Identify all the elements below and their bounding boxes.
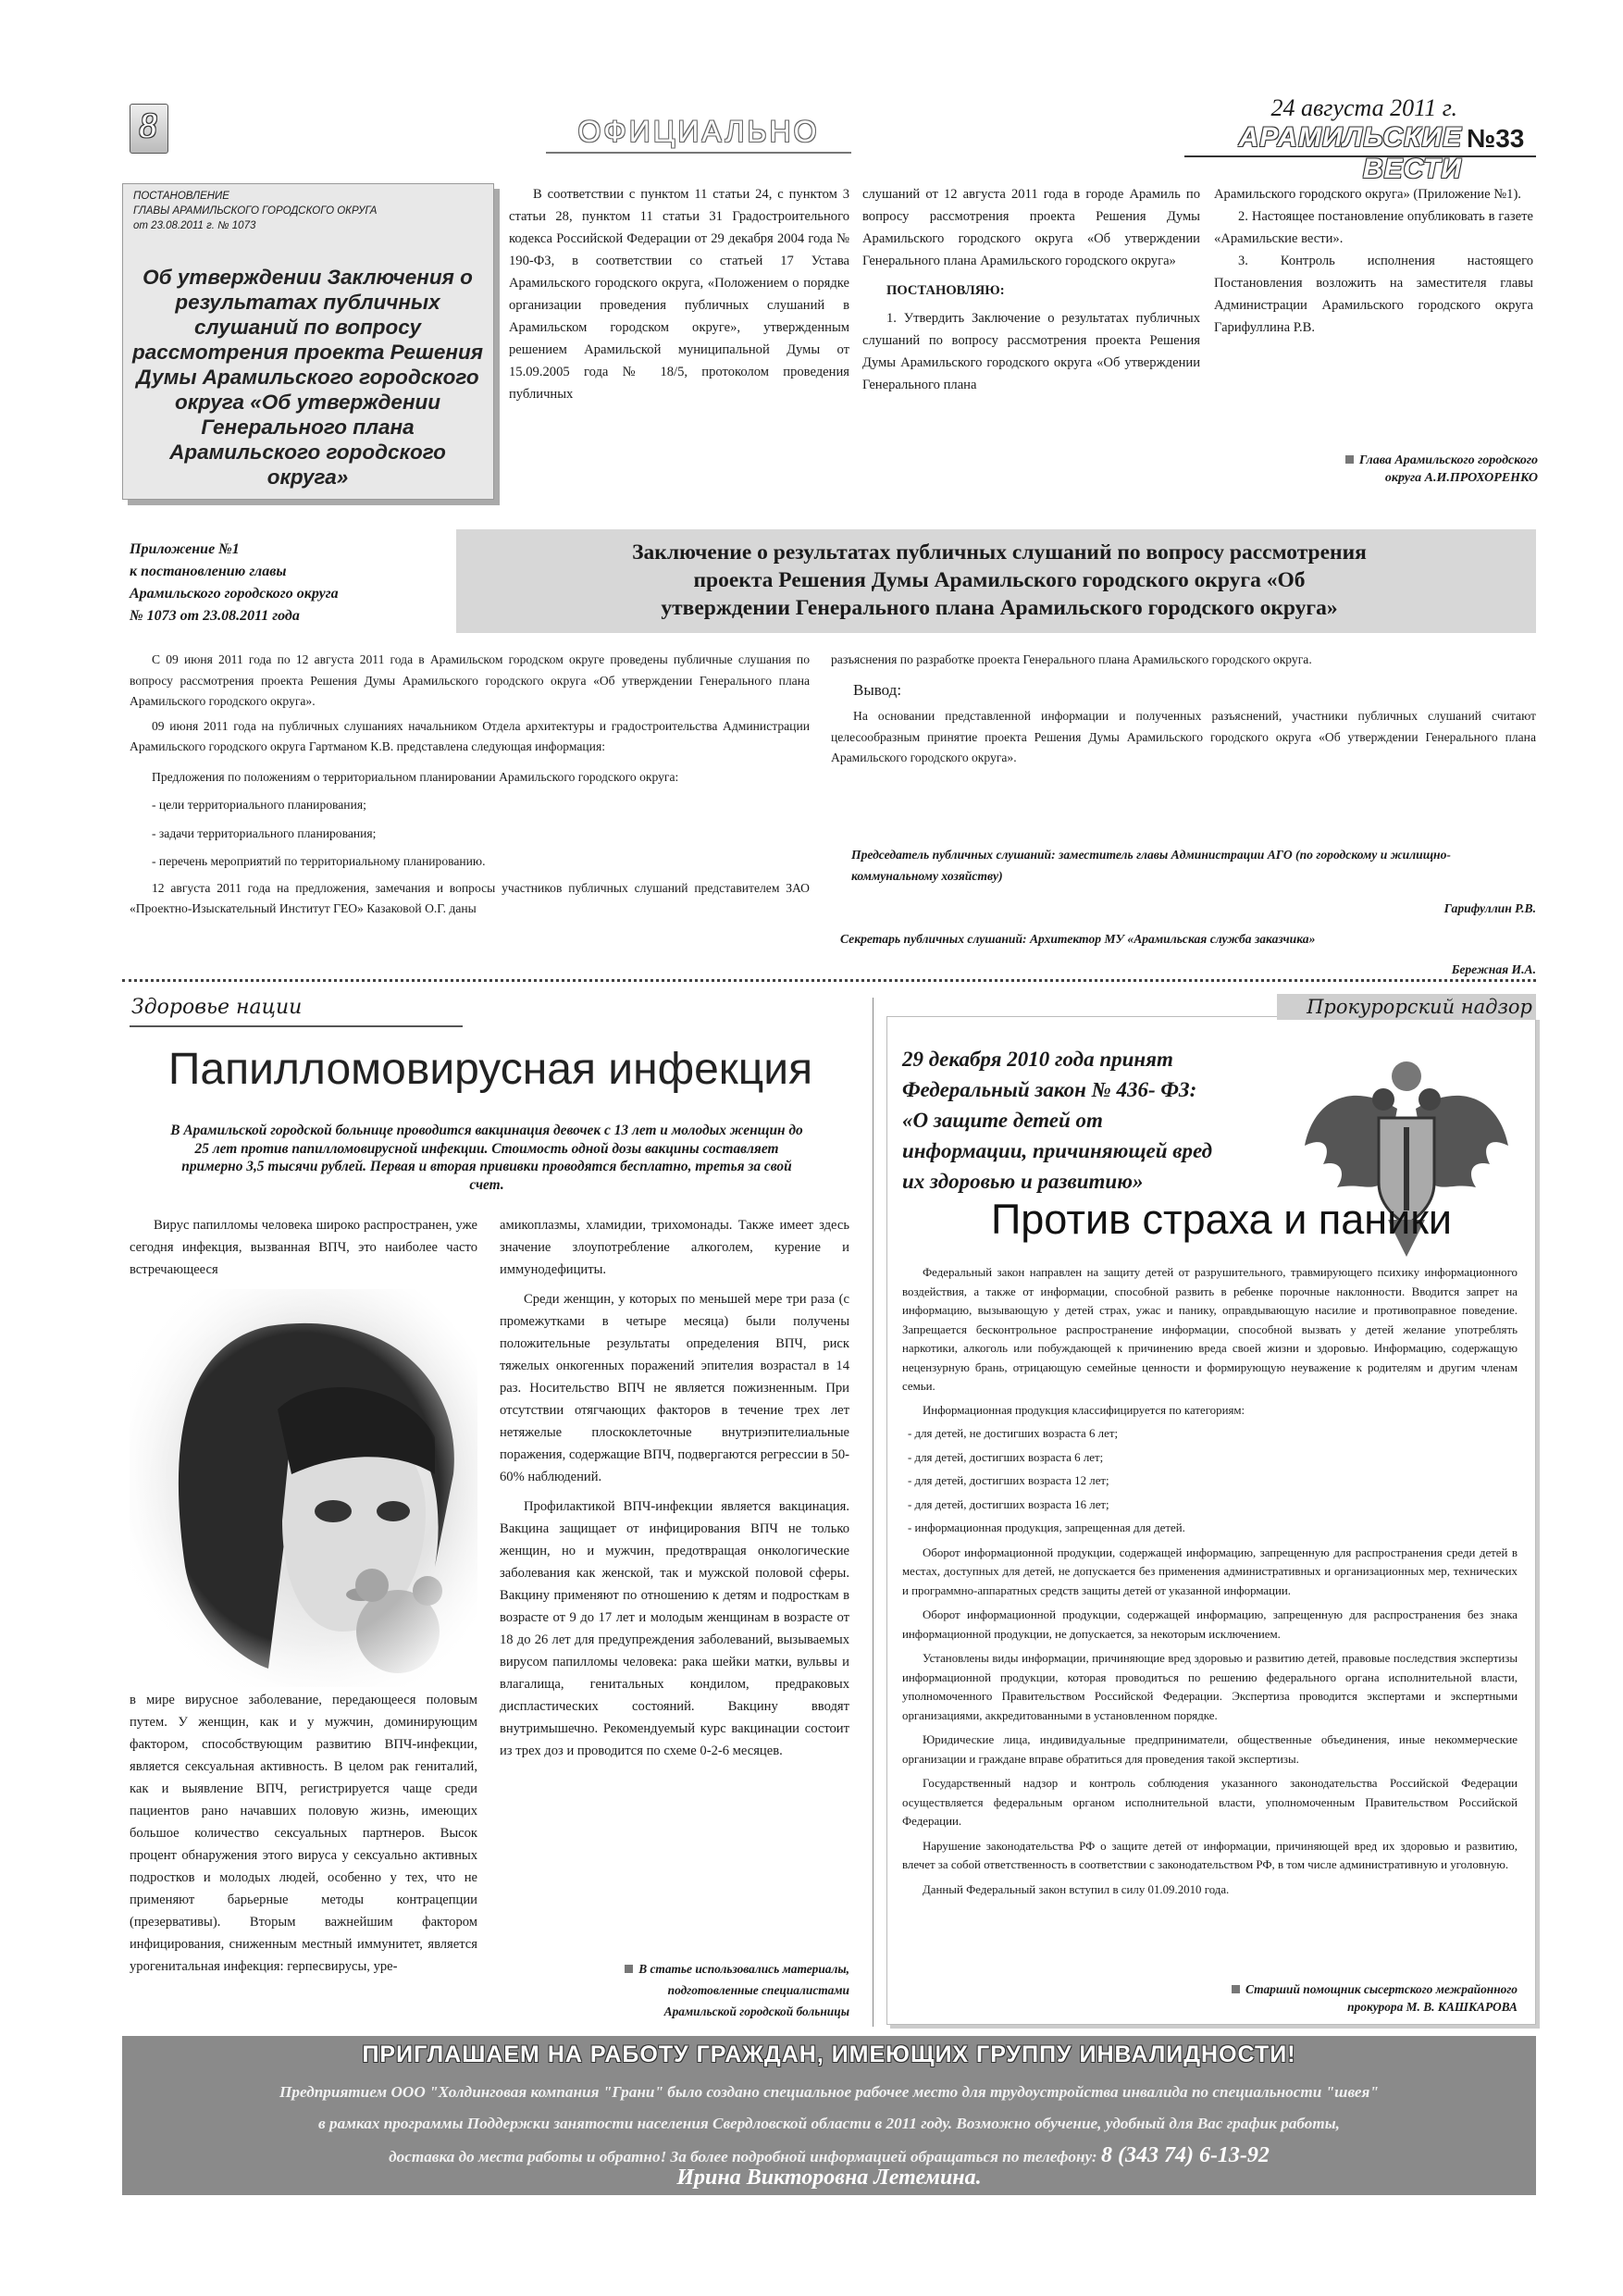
- appendix-text: 12 августа 2011 года на предложения, замечания и вопросы участников публичных слушаний представителем ЗАО «Проектно-Изыскательный Институт ГЕО» Казаковой О.Г. даны: [130, 880, 810, 915]
- appendix-list-item: - задачи территориального планирования;: [152, 825, 377, 840]
- law-text: Юридические лица, индивидуальные предприниматели, общественные объединения, иные некоммерческие организации и граждане вправе обратиться для проведения такой экспертизы.: [902, 1733, 1518, 1766]
- crown-shape: [1392, 1061, 1421, 1091]
- health-title: Папилломовирусная инфекция: [167, 1045, 813, 1094]
- job-ad-line: Предприятием ООО "Холдинговая компания "Грани" было создано специальное рабочее место для трудоустройства инвалида по специальности "швея": [279, 2083, 1379, 2101]
- law-text: Оборот информационной продукции, содержащей информацию, запрещенную для распространения среди детей в местах, доступных для детей, не допускается без применения административных и организационных мер, технических и программно-аппаратных средств защиты детей от указанной информации.: [902, 1545, 1518, 1597]
- prosecutor-signature: [944, 1980, 1518, 2016]
- law-category: - для детей, достигших возраста 6 лет;: [908, 1450, 1104, 1464]
- decree-text: 2. Настоящее постановление опубликовать в газете «Арамильские вести».: [1214, 209, 1533, 246]
- secretary-name: Бережная И.А.: [1451, 962, 1536, 976]
- job-ad-contact: Ирина Викторовна Летемина.: [676, 2166, 982, 2190]
- section-underline: [546, 152, 851, 154]
- appendix-label: [130, 539, 453, 627]
- lead-line: информации, причиняющей вред: [902, 1139, 1213, 1162]
- prosecutor-title: Против страха и паники: [990, 1196, 1453, 1243]
- decree-text: Арамильского городского округа» (Приложение №1).: [1214, 187, 1521, 202]
- decree-text: В соответствии с пунктом 11 статьи 24, с пунктом 3 статьи 28, пунктом 11 статьи 31 Градостроительного кодекса Российской Федерации от 29 декабря 2004 года № 190-ФЗ, в соответствии со статьей 17 Устава Арамильского городского округа, «Положением о порядке организации проведения публичных слушаний в Арамильском городском округе», утвержденным решением Арамильской муниципальной Думы от 15.09.2005 года № 18/5, протоколом проведения публичных: [509, 187, 849, 402]
- decree-column-2: [862, 183, 1200, 396]
- law-text: Федеральный закон направлен на защиту детей от разрушительного, травмирующего психику информационного воздействия, а также от информации, способной развить в ребенке порочные наклонности. Вводится запрет на информацию, вызывающую у детей страх, ужас и панику, оправдывающую насилие и противоправное поведение. Запрещается бесконтрольное распространение информации, способной вызвать у детей желание употреблять наркотики, алкоголь или побуждающей к причинению вреда своей жизни и здоровью. Информацию, содержащую нецензурную брань, отрицающую семейные ценности и формирующую неуважение к родителям и другим членам семьи.: [902, 1266, 1518, 1393]
- appendix-title: [463, 539, 1536, 622]
- decree-resolve: ПОСТАНОВЛЯЮ:: [886, 283, 1005, 298]
- appendix-column-1: [130, 650, 810, 920]
- appendix-label-line: Арамильского городского округа: [130, 586, 339, 602]
- header-rule: [1184, 155, 1536, 157]
- decree-title: Об утверждении Заключения о результатах публичных слушаний по вопросу рассмотрения проекта Решения Думы Арамильского городского округа «Об утверждении Генерального плана Арамильского городского округа»: [131, 266, 484, 489]
- health-source: [518, 1958, 849, 2022]
- chair-role: Председатель публичных слушаний: заместитель главы Администрации АГО (по городскому и жилищно-коммунальному хозяйству): [851, 848, 1451, 883]
- health-column-1-bottom: [130, 1689, 477, 1978]
- decree-column-1: [509, 183, 849, 405]
- job-ad-phone[interactable]: 8 (343 74) 6-13-92: [1100, 2143, 1270, 2167]
- article-text: Вирус папилломы человека широко распространен, уже сегодня инфекция, вызванная ВПЧ, это наиболее часто встречающееся: [130, 1218, 477, 1277]
- article-text: в мире вирусное заболевание, передающееся половым путем. У женщин, как и у мужчин, доминирующим фактором, способствующим развитию ВПЧ-инфекции, является сексуальная активность. В целом рак гениталий, как и выявление ВПЧ, регистрируется чаще среди пациентов рано начавших половую жизнь, имеющих большое количество сексуальных партнеров. Высок процент обнаружения этого вируса у сексуально активных подростков и молодых людей, особенно у тех, что не применяют барьерные методы контрацепции (презервативы). Вторым важнейшим фактором инфицирования, сниженным местный иммунитет, является урогенитальная инфекция: герпесвирусы, уре-: [130, 1693, 477, 1974]
- source-line: подготовленные специалистами: [667, 1983, 849, 1997]
- law-category: - для детей, достигших возраста 16 лет;: [908, 1497, 1109, 1511]
- appendix-title-line: утверждении Генерального плана Арамильского городского округа»: [661, 596, 1338, 620]
- appendix-label-line: № 1073 от 23.08.2011 года: [130, 608, 300, 624]
- prosecutor-lead: [902, 1044, 1291, 1197]
- decree-type-line: ПОСТАНОВЛЕНИЕ: [133, 191, 229, 202]
- lead-line: 29 декабря 2010 года принят: [902, 1048, 1173, 1071]
- job-ad-title: ПРИГЛАШАЕМ НА РАБОТУ ГРАЖДАН, ИМЕЮЩИХ ГРУППУ ИНВАЛИДНОСТИ!: [362, 2042, 1296, 2067]
- square-bullet-icon: [1345, 455, 1354, 464]
- appendix-column-2: [831, 650, 1536, 769]
- source-line: Арамильской городской больницы: [663, 2004, 849, 2018]
- issue-number: №33: [1467, 124, 1525, 153]
- signature-line: [1203, 452, 1538, 469]
- decree-text: 3. Контроль исполнения настоящего Постановления возложить на заместителя главы Администрации Арамильского городского округа Гарифуллина Р.В.: [1214, 254, 1533, 335]
- girl-photo: [130, 1289, 477, 1687]
- appendix-label-line: Приложение №1: [130, 541, 240, 557]
- square-bullet-icon: [1232, 1985, 1240, 1993]
- health-rubric-rule: [130, 1025, 463, 1027]
- page-number: 8: [139, 106, 157, 145]
- signature-text: Старший помощник сысертского межрайонного: [1245, 1982, 1518, 1996]
- appendix-text: Предложения по положениям о территориальном планировании Арамильского городского округа:: [152, 769, 679, 784]
- law-text: Оборот информационной продукции, содержащей информацию, запрещенную для распространения без знака информационной продукции, не допускается, за некоторым исключением.: [902, 1608, 1518, 1641]
- square-bullet-icon: [625, 1965, 633, 1973]
- source-text: В статье использовались материалы,: [638, 1962, 849, 1976]
- law-text: Государственный надзор и контроль соблюдения указанного законодательства Российской Федерации осуществляется федеральным органом исполнительной власти, уполномоченным Правительством Российской Федерации.: [902, 1777, 1518, 1828]
- appendix-list-item: - цели территориального планирования;: [152, 798, 366, 812]
- paper-name: АРАМИЛЬСКИЕ ВЕСТИ: [1238, 122, 1462, 184]
- appendix-conclusion-label: Вывод:: [853, 680, 902, 699]
- article-text: амикоплазмы, хламидии, трихомонады. Также имеет здесь значение злоупотребление алкоголем, курение и иммунодефициты.: [500, 1218, 849, 1277]
- decree-type: [133, 189, 485, 233]
- health-column-1-top: [130, 1214, 477, 1281]
- section-title: ОФИЦИАЛЬНО: [577, 115, 820, 148]
- appendix-label-line: к постановлению главы: [130, 564, 287, 579]
- decree-text: 1. Утвердить Заключение о результатах публичных слушаний по вопросу рассмотрения проекта Решения Думы Арамильского городского округа «Об утверждении Генерального плана: [862, 311, 1200, 392]
- job-ad-text-part: доставка до места работы и обратно! За более подробной информацией обращаться по телефону:: [389, 2148, 1097, 2166]
- lead-line: их здоровью и развитию»: [902, 1170, 1144, 1193]
- law-category: - информационная продукция, запрещенная для детей.: [908, 1521, 1185, 1534]
- law-text: Нарушение законодательства РФ о защите детей от информации, причиняющей вред их здоровью и развитию, влечет за собой ответственность в соответствии с законодательством РФ, в том числе административную и уголовную.: [902, 1839, 1518, 1871]
- appendix-title-line: проекта Решения Думы Арамильского городского округа «Об: [693, 568, 1306, 592]
- issue-date: 24 августа 2011 г.: [1270, 94, 1457, 121]
- head-right-shape: [1419, 1088, 1441, 1111]
- prosecutor-body: [902, 1263, 1518, 1899]
- job-ad-line: в рамках программы Поддержки занятости населения Свердловской области в 2011 году. Возможно обучение, удобный для Вас график работы,: [318, 2115, 1340, 2132]
- appendix-text: С 09 июня 2011 года по 12 августа 2011 года в Арамильском городском округе проведены публичные слушания по вопросу рассмотрения проекта Решения Думы Арамильского городского округа «Об утверждении Генерального плана Арамильского городского округа».: [130, 652, 810, 708]
- signature-line: прокурора М. В. КАШКАРОВА: [1347, 2000, 1518, 2014]
- appendix-text: На основании представленной информации и полученных разъяснений, участники публичных слушаний считают целесообразным принятие проекта Решения Думы Арамильского городского округа «Об утверждении Генерального плана Арамильского городского округа».: [831, 709, 1536, 764]
- lead-line: Федеральный закон № 436- ФЗ:: [902, 1078, 1197, 1101]
- secretary-role: Секретарь публичных слушаний: Архитектор МУ «Арамильская служба заказчика»: [840, 932, 1316, 946]
- law-text: Информационная продукция классифицируется по категориям:: [923, 1403, 1245, 1417]
- decree-signature: [1203, 452, 1538, 487]
- health-column-2: [500, 1214, 849, 1762]
- source-line: [518, 1958, 849, 1980]
- appendix-signatures: [831, 844, 1536, 980]
- job-ad-text: [131, 2077, 1527, 2173]
- appendix-title-line: Заключение о результатах публичных слушаний по вопросу рассмотрения: [632, 540, 1367, 565]
- law-category: - для детей, не достигших возраста 6 лет;: [908, 1427, 1119, 1440]
- signature-line: [944, 1980, 1518, 1998]
- article-text: Профилактикой ВПЧ-инфекции является вакцинация. Вакцина защищает от инфицирования ВПЧ не только женщин, но и мужчин, предотвращая онкологические заболевания как женской, так и мужской половой сферы. Вакцину применяют по отношению к детям и подросткам в возрасте от 9 до 17 лет и молодым женщинам в возрасте от 18 до 26 лет для предупреждения заболеваний, вызываемых вирусом папилломы человека: рака шейки матки, вульвы и влагалища, генитальных кондилом, предраковых диспластических состояний. Вакцину вводят внутримышечно. Рекомендуемый курс вакцинации состоит из трех доз и проводится по схеме 0-2-6 месяцев.: [500, 1499, 849, 1758]
- lead-line: «О защите детей от: [902, 1109, 1103, 1132]
- law-text: Данный Федеральный закон вступил в силу 01.09.2010 года.: [923, 1882, 1230, 1896]
- health-rubric: Здоровье нации: [131, 996, 303, 1019]
- appendix-list-item: - перечень мероприятий по территориальному планированию.: [152, 854, 486, 868]
- law-text: Установлены виды информации, причиняющие вред здоровью и развитию детей, правовые последствия экспертизы информационной продукции, которая проводиться по решению федерального органа исполнительной власти, уполномоченного Правительством Российской Федерации. Экспертиза проводится экспертами и экспертными организациями, аккредитованными в установленном порядке.: [902, 1652, 1518, 1722]
- health-lead: В Арамильской городской больнице проводится вакцинация девочек с 13 лет и молодых женщин до 25 лет против папилломовирусной инфекции. Стоимость одной дозы вакцины составляет примерно 3,5 тысячи рублей. Первая и вторая прививки проводятся бесплатно, третья за свой счет.: [170, 1123, 803, 1193]
- decree-column-3: [1214, 183, 1533, 339]
- prosecutor-rubric: Прокурорский надзор: [1307, 996, 1532, 1018]
- decree-type-line: ГЛАВЫ АРАМИЛЬСКОГО ГОРОДСКОГО ОКРУГА: [133, 205, 378, 217]
- section-divider: [122, 979, 1536, 982]
- law-category: - для детей, достигших возраста 12 лет;: [908, 1474, 1109, 1487]
- appendix-text: 09 июня 2011 года на публичных слушаниях начальником Отдела архитектуры и градостроительства Администрации Арамильского городского округа Гартманом К.В. представлена следующая информация:: [130, 718, 810, 753]
- decree-text: слушаний от 12 августа 2011 года в городе Арамиль по вопросу рассмотрения проекта Решения Думы Арамильского городского округа «Об утверждении Генерального плана Арамильского городского округа»: [862, 187, 1200, 268]
- appendix-text: разъяснения по разработке проекта Генерального плана Арамильского городского округа.: [831, 652, 1312, 666]
- chair-name: Гарифуллин Р.В.: [1443, 901, 1536, 915]
- decree-type-line: от 23.08.2011 г. № 1073: [133, 220, 256, 231]
- signature-text: Глава Арамильского городского: [1358, 453, 1538, 467]
- photo-illustration: [130, 1289, 477, 1687]
- article-text: Среди женщин, у которых по меньшей мере три раза (с промежутками в четыре месяца) были получены положительные результаты определения ВПЧ, риск тяжелых онкогенных поражений эпителия возрастал в 14 раз. Носительство ВПЧ не является пожизненным. При отсутствии отягчающих факторов в течение трех лет нетяжелые плоскоклеточные внутриэпителиальные поражения, содержащие ВПЧ, подвергаются регрессии в 50-60% наблюдений.: [500, 1292, 849, 1484]
- signature-line: округа А.И.ПРОХОРЕНКО: [1384, 471, 1538, 485]
- head-left-shape: [1372, 1088, 1394, 1111]
